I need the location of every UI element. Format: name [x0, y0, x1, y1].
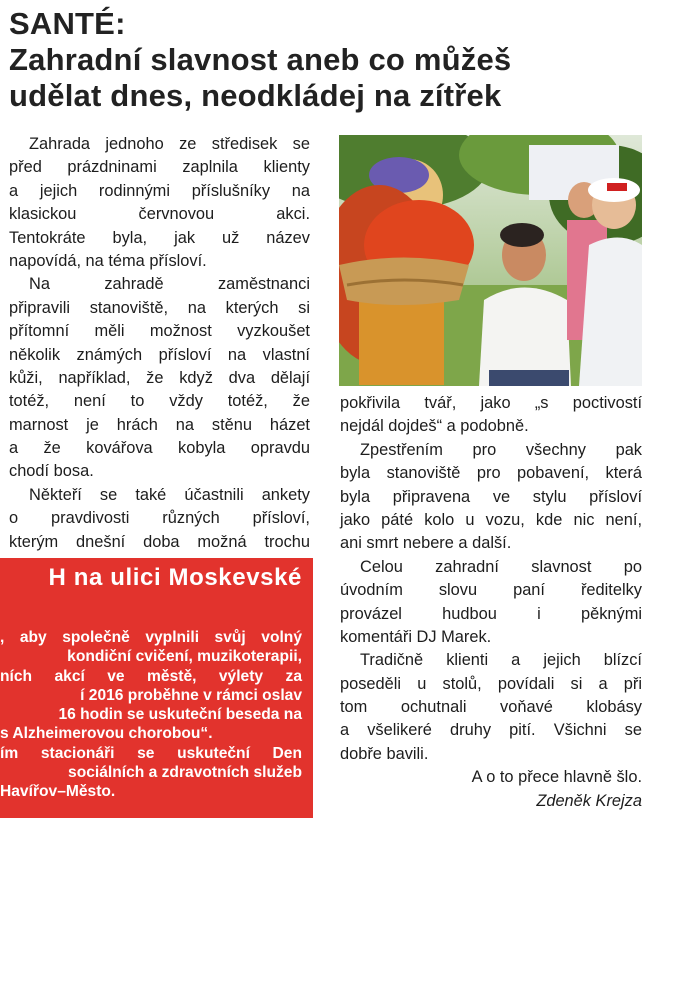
text-line: kůži, například, že když dva dělají [9, 368, 310, 387]
red-box-line: sociálních a zdravotních služeb [68, 764, 302, 782]
text-line: poseděli u stolů, povídali si a při [340, 674, 642, 693]
text-line: Někteří se také účastnili ankety [29, 485, 310, 504]
text-line: totéž, není to vždy totéž, že [9, 392, 310, 411]
text-line: Zahrada jednoho ze středisek se [29, 135, 310, 153]
text-line: před prázdninami zaplnila klienty [9, 158, 310, 177]
text-line: a všelikeré druhy pití. Všichni se [340, 721, 642, 740]
red-box-line: , aby společně vyplnili svůj volný [0, 629, 302, 646]
text-line: byla připravena ve stylu přísloví [340, 487, 642, 506]
text-line: Celou zahradní slavnost po [360, 557, 642, 576]
article-heading [9, 6, 679, 114]
text-line: o pravdivosti různých přísloví, [9, 509, 310, 528]
red-box-line: ím stacionáři se uskuteční Den [0, 744, 302, 762]
text-line: Na zahradě zaměstnanci [29, 275, 310, 294]
text-line: Tradičně klienti a jejich blízcí [360, 651, 642, 670]
text-line: Tentokráte byla, jak už název [9, 228, 310, 247]
garden-party-photo [339, 135, 642, 386]
text-line: jako páté kolo u vozu, kde nic není, [340, 510, 642, 529]
photo-image [339, 135, 642, 386]
text-line: klasickou červnovou akci. [9, 205, 310, 224]
red-box-line: Havířov–Město. [0, 783, 116, 801]
text-line: pokřivila tvář, jako „s poctivostí [340, 394, 642, 412]
red-info-box [0, 558, 313, 818]
text-line: úvodním slovu paní ředitelky [340, 581, 642, 600]
red-box-line: ních akcí ve městě, výlety za [0, 667, 302, 685]
article-title-line-1: Zahradní slavnost aneb co můžeš [9, 42, 512, 77]
text-line: nejdál dojdeš“ a podobně. [340, 417, 529, 436]
red-box-line: 16 hodin se uskuteční beseda na [58, 706, 302, 724]
text-line: kterým dnešní doba možná trochu [9, 532, 310, 551]
text-line: dobře bavili. [340, 744, 429, 763]
text-line: komentáři DJ Marek. [340, 627, 492, 646]
text-line: chodí bosa. [9, 462, 94, 481]
author-signature: Zdeněk Krejza [536, 791, 642, 810]
red-box-title: H na ulici Moskevské [48, 564, 302, 591]
text-line: a že kovářova kobyla opravdu [9, 439, 310, 458]
text-line: marnost je hrách na stěnu házet [9, 415, 310, 434]
text-line: několik známých přísloví na vlastní [9, 345, 310, 364]
section-label: SANTÉ: [9, 6, 126, 41]
text-line: ani smrt nebere a další. [340, 534, 512, 553]
red-box-text [0, 628, 302, 802]
red-box-line: í 2016 proběhne v rámci oslav [80, 686, 302, 704]
article-right-column [340, 392, 642, 813]
article-title-line-2: udělat dnes, neodkládej na zítřek [9, 78, 502, 113]
text-line: byla stanoviště pro pobavení, která [340, 464, 642, 483]
text-line: přítomní měli možnost vyzkoušet [9, 322, 310, 341]
text-line: provázel hudbou i pěknými [340, 604, 642, 623]
text-line: a jejich rodinnými příslušníky na [9, 181, 310, 200]
red-box-line: kondiční cvičení, muzikoterapii, [67, 648, 302, 666]
red-box-line: s Alzheimerovou chorobou“. [0, 725, 213, 743]
text-line: napovídá, na téma přísloví. [9, 251, 207, 270]
text-line: tom ochutnali voňavé klobásy [340, 698, 642, 717]
closing-line: A o to přece hlavně šlo. [471, 768, 642, 787]
article-left-column [9, 133, 310, 554]
text-line: připravili stanoviště, na kterých si [9, 298, 310, 317]
text-line: Zpestřením pro všechny pak [360, 440, 642, 459]
